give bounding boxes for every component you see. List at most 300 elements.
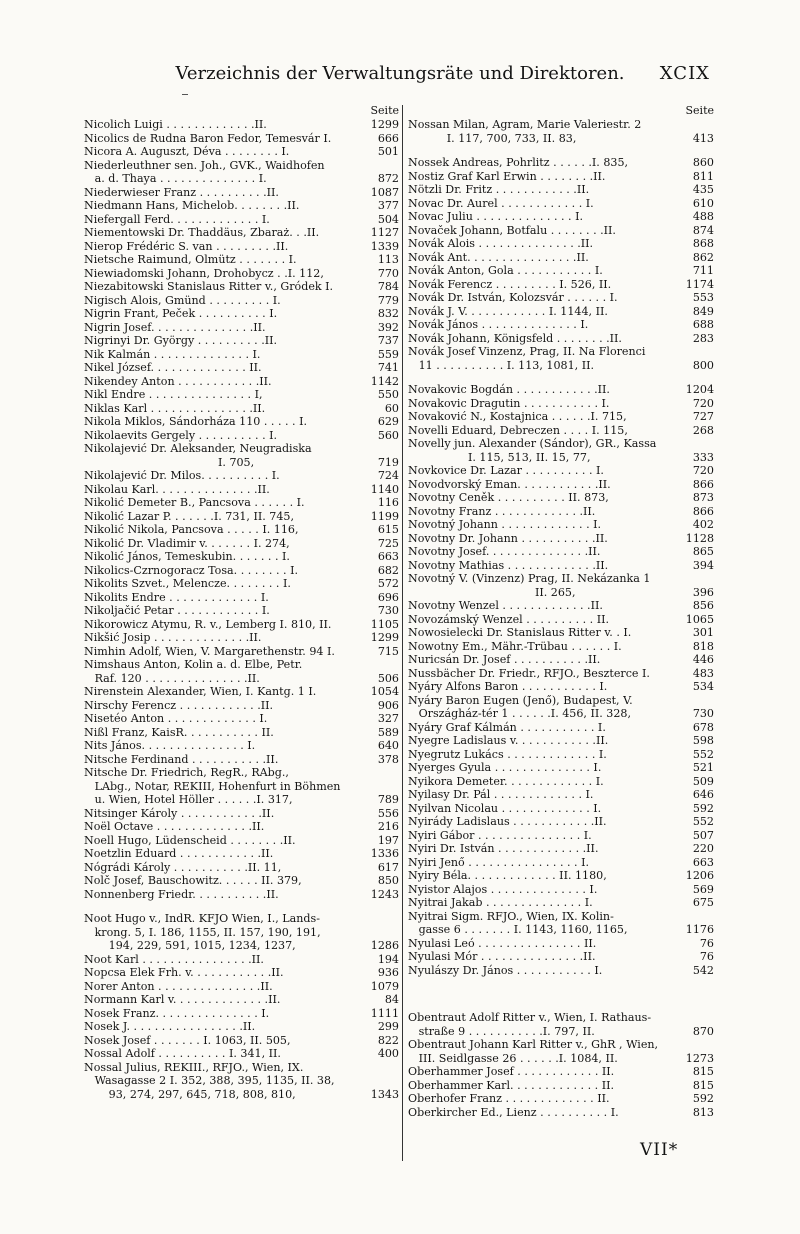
index-entry xyxy=(84,672,399,686)
entry-text: Nosek J. . . . . . . . . . . . . . . . .II. xyxy=(84,1020,256,1033)
index-entry xyxy=(84,334,399,348)
entry-text: Noot Hugo v., IndR. KFJO Wien, I., Lands- xyxy=(84,912,320,925)
entry-text: Nyilvan Nicolau . . . . . . . . . . . . . I. xyxy=(408,801,602,815)
index-entry xyxy=(408,559,714,573)
entry-text: Nits János. . . . . . . . . . . . . . . I. xyxy=(84,739,256,752)
entry-text: Novák Dr. István, Kolozsvár . . . . . . I. xyxy=(408,291,618,304)
index-entry xyxy=(84,888,399,902)
index-entry xyxy=(408,721,714,735)
entry-text: I. 117, 700, 733, II. 83, xyxy=(408,131,577,145)
entry-text: Novakovic Bogdán . . . . . . . . . . . .II. xyxy=(408,383,610,396)
entry-page-ref: 113 xyxy=(377,253,399,266)
entry-text: Nyiri Gábor . . . . . . . . . . . . . . . I. xyxy=(408,828,592,842)
entry-page-ref: 534 xyxy=(692,680,714,693)
entry-page-ref: 1336 xyxy=(370,847,399,860)
entry-text: Nikšić Josip . . . . . . . . . . . . . .II. xyxy=(84,631,262,644)
entry-page-ref: 396 xyxy=(692,585,714,599)
index-entry xyxy=(408,278,714,292)
index-entry xyxy=(408,437,714,451)
entry-page-ref: 822 xyxy=(377,1033,399,1047)
entry-page-ref: 394 xyxy=(692,558,714,572)
index-entry xyxy=(84,523,399,537)
entry-page-ref: 569 xyxy=(692,882,714,896)
index-entry xyxy=(84,321,399,335)
index-entry xyxy=(84,388,399,402)
entry-text: 93, 274, 297, 645, 718, 808, 810, xyxy=(84,1087,296,1101)
index-entry xyxy=(408,1038,714,1052)
entry-page-ref: 856 xyxy=(692,599,714,612)
entry-page-ref: 542 xyxy=(692,963,714,977)
entry-text: II. 265, xyxy=(408,585,576,599)
entry-text: Nyulászy Dr. János . . . . . . . . . . . I. xyxy=(408,963,603,977)
index-entry xyxy=(408,788,714,802)
entry-text: Nikola Miklos, Sándorháza 110 . . . . . I. xyxy=(84,415,308,428)
entry-text: Niklas Karl . . . . . . . . . . . . . . .II. xyxy=(84,401,266,415)
index-entry xyxy=(84,658,399,672)
index-entry xyxy=(84,564,399,578)
seite-label-right: Seite xyxy=(685,104,714,117)
index-entry xyxy=(84,834,399,848)
entry-text: Nikolić János, Temeskubin. . . . . . . I. xyxy=(84,550,290,563)
entry-page-ref xyxy=(363,780,399,794)
entry-text: Novozámský Wenzel . . . . . . . . . . II. xyxy=(408,612,610,626)
entry-page-ref: 868 xyxy=(692,237,714,250)
entry-page-ref: 400 xyxy=(377,1047,399,1060)
entry-text: Nikolić Demeter B., Pancsova . . . . . . I. xyxy=(84,496,305,509)
index-entry xyxy=(408,210,714,224)
entry-text: Nyulasi Leó . . . . . . . . . . . . . . . II. xyxy=(408,936,597,950)
entry-text: Novakovic Dragutin . . . . . . . . . . . I. xyxy=(408,396,610,410)
index-entry xyxy=(408,896,714,910)
index-entry xyxy=(408,359,714,373)
entry-page-ref: 678 xyxy=(692,720,714,734)
entry-text: Nyitrai Jakab . . . . . . . . . . . . . . I. xyxy=(408,896,593,909)
entry-text: Nikolits Szvet., Melencze. . . . . . . . I. xyxy=(84,577,291,590)
entry-list-left xyxy=(84,118,399,1101)
entry-text: Niedmann Hans, Michelob. . . . . . . .II. xyxy=(84,199,300,212)
entry-spacer xyxy=(84,901,399,912)
entry-page-ref: 1065 xyxy=(685,612,714,626)
entry-text: Nowosielecki Dr. Stanislaus Ritter v. . I. xyxy=(408,626,632,639)
index-entry xyxy=(408,626,714,640)
index-entry xyxy=(408,842,714,856)
entry-page-ref: 1286 xyxy=(370,939,399,952)
index-entry xyxy=(408,815,714,829)
entry-text: Nossal Julius, REKIII., RFJO., Wien, IX. xyxy=(84,1060,304,1074)
entry-page-ref xyxy=(363,159,399,173)
entry-text: Nik Kalmán . . . . . . . . . . . . . . I. xyxy=(84,347,261,361)
entry-spacer xyxy=(408,372,714,383)
index-entry xyxy=(84,226,399,240)
entry-text: Nyerges Gyula . . . . . . . . . . . . . . I. xyxy=(408,761,602,774)
entry-text: 11 . . . . . . . . . . I. 113, 1081, II. xyxy=(408,358,594,372)
entry-text: Nigrinyi Dr. György . . . . . . . . . .II. xyxy=(84,334,278,347)
entry-text: Novák Ant. . . . . . . . . . . . . . . .II. xyxy=(408,250,589,264)
index-entry xyxy=(408,410,714,424)
entry-page-ref: 770 xyxy=(377,266,399,280)
index-entry xyxy=(84,993,399,1007)
entry-text: Nirenstein Alexander, Wien, I. Kantg. 1 I. xyxy=(84,685,317,698)
index-entry xyxy=(408,613,714,627)
footer-signature: VII* xyxy=(640,1140,679,1160)
index-entry xyxy=(408,251,714,265)
index-entry xyxy=(408,291,714,305)
index-entry xyxy=(84,118,399,132)
entry-page-ref: 76 xyxy=(699,936,714,950)
index-entry xyxy=(408,491,714,505)
entry-text: Obentraut Adolf Ritter v., Wien, I. Rathaus- xyxy=(408,1011,652,1024)
entry-page-ref: 866 xyxy=(692,504,714,518)
entry-page-ref: 617 xyxy=(377,860,399,874)
entry-page-ref xyxy=(678,910,714,924)
entry-text: Nyegre Ladislaus v. . . . . . . . . . . .II. xyxy=(408,734,609,747)
entry-text: Noot Karl . . . . . . . . . . . . . . . .II. xyxy=(84,952,264,966)
entry-page-ref: 850 xyxy=(377,874,399,887)
index-entry xyxy=(84,132,399,146)
entry-page-ref: 615 xyxy=(377,523,399,536)
entry-text: Nikel József. . . . . . . . . . . . . . II. xyxy=(84,361,262,374)
index-entry xyxy=(84,980,399,994)
entry-page-ref: 413 xyxy=(692,131,714,145)
entry-page-ref: 268 xyxy=(692,423,714,437)
entry-page-ref: 283 xyxy=(692,331,714,345)
index-entry xyxy=(408,937,714,951)
entry-page-ref: 666 xyxy=(377,131,399,145)
entry-text: Nosek Franz. . . . . . . . . . . . . . . I. xyxy=(84,1006,270,1020)
entry-text: Novotný V. (Vinzenz) Prag, II. Nekázanka 1 xyxy=(408,572,651,585)
entry-text: Nyikora Demeter. . . . . . . . . . . . . I. xyxy=(408,774,604,788)
index-entry xyxy=(84,874,399,888)
entry-page-ref: 598 xyxy=(692,734,714,747)
entry-page-ref: 873 xyxy=(692,491,714,504)
entry-page-ref: 392 xyxy=(377,320,399,334)
index-entry xyxy=(84,510,399,524)
index-entry xyxy=(84,820,399,834)
entry-text: a. d. Thaya . . . . . . . . . . . . . . I. xyxy=(84,172,267,185)
index-entry xyxy=(408,183,714,197)
index-entry xyxy=(408,856,714,870)
index-entry xyxy=(84,145,399,159)
entry-page-ref: 849 xyxy=(692,304,714,318)
entry-text: Niementowski Dr. Thaddäus, Zbaraż. . .II. xyxy=(84,226,320,239)
entry-page-ref: 76 xyxy=(699,950,714,963)
column-divider xyxy=(402,105,403,1161)
index-entry xyxy=(84,807,399,821)
entry-page-ref: 1199 xyxy=(370,509,399,523)
entry-text: Novotny Franz . . . . . . . . . . . . .II. xyxy=(408,504,596,518)
entry-text: Nitsinger Károly . . . . . . . . . . . .II. xyxy=(84,806,275,820)
entry-page-ref: 592 xyxy=(692,1092,714,1105)
index-entry xyxy=(84,577,399,591)
entry-page-ref: 629 xyxy=(377,415,399,428)
entry-text: gasse 6 . . . . . . . I. 1143, 1160, 1165, xyxy=(408,923,628,936)
entry-text: 194, 229, 591, 1015, 1234, 1237, xyxy=(84,939,296,952)
entry-text: Nigrin Josef. . . . . . . . . . . . . . .II. xyxy=(84,320,266,334)
entry-page-ref xyxy=(363,658,399,672)
entry-page-ref: 504 xyxy=(377,212,399,226)
index-entry xyxy=(84,415,399,429)
entry-page-ref: 488 xyxy=(692,210,714,223)
index-entry xyxy=(408,1025,714,1039)
entry-page-ref: 1128 xyxy=(685,531,714,545)
entry-page-ref: 1299 xyxy=(370,118,399,131)
entry-page-ref xyxy=(678,1011,714,1025)
index-entry xyxy=(408,1065,714,1079)
entry-page-ref: 696 xyxy=(377,590,399,604)
index-entry xyxy=(84,429,399,443)
index-entry xyxy=(84,753,399,767)
entry-text: Nirschy Ferencz . . . . . . . . . . . .II. xyxy=(84,698,274,712)
entry-text: Niederwieser Franz . . . . . . . . . .II. xyxy=(84,185,279,199)
entry-text: Oberhammer Karl. . . . . . . . . . . . . II. xyxy=(408,1078,614,1092)
entry-text: Nyáry Baron Eugen (Jenő), Budapest, V. xyxy=(408,693,633,707)
entry-page-ref xyxy=(363,1074,399,1088)
page-number-roman: XCIX xyxy=(659,63,710,84)
entry-text: Nigisch Alois, Gmünd . . . . . . . . . I. xyxy=(84,293,281,307)
index-entry xyxy=(408,1092,714,1106)
entry-text: Novák Johann, Königsfeld . . . . . . . .II. xyxy=(408,331,622,345)
entry-text: Novkovice Dr. Lazar . . . . . . . . . . I. xyxy=(408,464,604,477)
entry-text: Nikendey Anton . . . . . . . . . . . .II. xyxy=(84,374,272,388)
index-entry xyxy=(84,280,399,294)
entry-text: Nyitrai Sigm. RFJO., Wien, IX. Kolin- xyxy=(408,909,614,923)
index-entry xyxy=(84,550,399,564)
index-entry xyxy=(84,1020,399,1034)
index-entry xyxy=(84,186,399,200)
entry-page-ref: 720 xyxy=(692,464,714,477)
entry-text: Novotny Dr. Johann . . . . . . . . . . .II. xyxy=(408,531,608,545)
entry-page-ref xyxy=(363,926,399,940)
entry-text: Nyegrutz Lukács . . . . . . . . . . . . . I. xyxy=(408,747,607,761)
index-entry xyxy=(84,294,399,308)
seite-label-left: Seite xyxy=(370,104,399,117)
index-entry xyxy=(84,240,399,254)
index-entry xyxy=(408,775,714,789)
entry-text: Nyilasy Dr. Pál . . . . . . . . . . . . . I. xyxy=(408,788,594,801)
entry-page-ref: 936 xyxy=(377,966,399,979)
entry-page-ref: 197 xyxy=(377,833,399,847)
entry-page-ref: 789 xyxy=(377,793,399,806)
index-entry xyxy=(408,118,714,132)
entry-text: Novac Juliu . . . . . . . . . . . . . . I. xyxy=(408,210,584,223)
index-entry xyxy=(408,532,714,546)
entry-text: Nikolaevits Gergely . . . . . . . . . . I. xyxy=(84,428,278,442)
entry-page-ref: 610 xyxy=(692,196,714,210)
entry-text: Novac Dr. Aurel . . . . . . . . . . . . I. xyxy=(408,196,594,210)
index-entry xyxy=(84,793,399,807)
ornament-mark xyxy=(182,94,188,95)
entry-page-ref: 800 xyxy=(692,358,714,372)
entry-page-ref: 815 xyxy=(692,1065,714,1078)
index-entry xyxy=(408,1079,714,1093)
index-entry xyxy=(408,132,714,146)
entry-page-ref: 327 xyxy=(377,712,399,725)
entry-text: Oberhofer Franz . . . . . . . . . . . . . II. xyxy=(408,1092,610,1105)
index-entry xyxy=(408,829,714,843)
entry-text: Nossal Adolf . . . . . . . . . . I. 341, II. xyxy=(84,1047,281,1060)
entry-text: Nicora A. Auguszt, Déva . . . . . . . . I. xyxy=(84,145,290,158)
entry-page-ref: 1087 xyxy=(370,185,399,199)
entry-page-ref: 688 xyxy=(692,318,714,331)
entry-text: Norer Anton . . . . . . . . . . . . . . .II. xyxy=(84,979,273,993)
entry-page-ref: 553 xyxy=(692,291,714,304)
index-entry xyxy=(84,739,399,753)
entry-text: Nicolich Luigi . . . . . . . . . . . . .II. xyxy=(84,118,267,131)
index-entry xyxy=(84,966,399,980)
index-entry xyxy=(408,545,714,559)
entry-text: straße 9 . . . . . . . . . . .I. 797, II. xyxy=(408,1024,595,1038)
entry-text: Nicolics de Rudna Baron Fedor, Temesvár I. xyxy=(84,131,332,145)
entry-page-ref: 589 xyxy=(377,725,399,739)
entry-page-ref: 860 xyxy=(692,156,714,169)
entry-page-ref xyxy=(363,766,399,780)
entry-text: Nikolić Lazar P. . . . . . .I. 731, II. 745, xyxy=(84,509,294,523)
entry-text: Novák Anton, Gola . . . . . . . . . . . I. xyxy=(408,264,603,277)
entry-text: Nyistor Alajos . . . . . . . . . . . . . . I. xyxy=(408,882,598,896)
entry-text: Nopcsa Elek Frh. v. . . . . . . . . . . .II. xyxy=(84,966,284,979)
entry-page-ref: 1140 xyxy=(370,482,399,496)
entry-text: Nikolić Dr. Vladimir v. . . . . . . I. 274, xyxy=(84,536,290,550)
index-entry xyxy=(84,159,399,173)
entry-page-ref: 483 xyxy=(692,666,714,680)
entry-text: Nussbächer Dr. Friedr., RFJO., Beszterce I. xyxy=(408,666,650,680)
index-entry xyxy=(84,361,399,375)
index-entry xyxy=(84,213,399,227)
index-entry xyxy=(84,699,399,713)
index-entry xyxy=(408,345,714,359)
index-entry xyxy=(84,1034,399,1048)
entry-text: Nikolits Endre . . . . . . . . . . . . . I. xyxy=(84,590,269,604)
entry-page-ref: 402 xyxy=(692,518,714,531)
entry-page-ref: 84 xyxy=(384,993,399,1006)
entry-text: Nikolajević Dr. Milos. . . . . . . . . . I. xyxy=(84,469,280,482)
entry-page-ref: 299 xyxy=(377,1020,399,1033)
entry-page-ref: 521 xyxy=(692,761,714,774)
index-entry xyxy=(408,237,714,251)
index-entry xyxy=(84,926,399,940)
index-entry xyxy=(408,518,714,532)
index-entry xyxy=(408,923,714,937)
entry-text: Novák Ferencz . . . . . . . . . I. 526, II. xyxy=(408,277,612,291)
entry-text: Nikoljačić Petar . . . . . . . . . . . . I. xyxy=(84,604,270,617)
entry-text: Nonnenberg Friedr. . . . . . . . . . .II. xyxy=(84,887,279,901)
entry-page-ref: 1243 xyxy=(370,887,399,901)
index-entry xyxy=(408,197,714,211)
entry-text: Nimshaus Anton, Kolin a. d. Elbe, Petr. xyxy=(84,658,303,671)
entry-page-ref: 592 xyxy=(692,801,714,815)
entry-text: Nyiri Jenő . . . . . . . . . . . . . . . . I. xyxy=(408,855,590,869)
entry-page-ref xyxy=(678,118,714,132)
entry-text: Novelly jun. Alexander (Sándor), GR., Kassa xyxy=(408,437,657,450)
entry-text: Nisetéo Anton . . . . . . . . . . . . . I. xyxy=(84,712,268,725)
entry-text: I. 705, xyxy=(84,455,255,469)
entry-page-ref: 646 xyxy=(692,788,714,801)
index-entry xyxy=(84,172,399,186)
entry-text: Noël Octave . . . . . . . . . . . . . .II. xyxy=(84,820,265,833)
entry-page-ref: 730 xyxy=(692,707,714,720)
index-entry xyxy=(408,950,714,964)
entry-list-right xyxy=(408,118,714,1119)
entry-text: krong. 5, I. 186, 1155, II. 157, 190, 191, xyxy=(84,925,321,939)
entry-page-ref: 1127 xyxy=(370,226,399,239)
entry-spacer xyxy=(408,145,714,156)
index-entry xyxy=(84,456,399,470)
index-entry xyxy=(84,1088,399,1102)
index-entry xyxy=(408,761,714,775)
index-entry xyxy=(408,572,714,586)
entry-text: I. 115, 513, II. 15, 77, xyxy=(408,450,591,464)
entry-text: Nitsche Ferdinand . . . . . . . . . . .II. xyxy=(84,752,279,766)
entry-page-ref: 435 xyxy=(692,183,714,196)
index-entry xyxy=(84,253,399,267)
index-entry xyxy=(84,375,399,389)
entry-text: Novaček Johann, Botfalu . . . . . . . .II. xyxy=(408,223,616,237)
entry-text: Novotny Ceněk . . . . . . . . . . II. 873, xyxy=(408,491,609,504)
index-entry xyxy=(84,1061,399,1075)
index-entry xyxy=(408,694,714,708)
index-entry xyxy=(408,156,714,170)
entry-page-ref: 1343 xyxy=(370,1087,399,1101)
entry-page-ref: 811 xyxy=(692,169,714,183)
entry-page-ref: 1111 xyxy=(370,1006,399,1020)
entry-page-ref: 818 xyxy=(692,639,714,653)
entry-text: Novák Josef Vinzenz, Prag, II. Na Florenci xyxy=(408,345,646,358)
entry-page-ref: 784 xyxy=(377,280,399,293)
index-entry xyxy=(84,348,399,362)
entry-page-ref: 1204 xyxy=(685,383,714,396)
entry-page-ref: 663 xyxy=(692,855,714,869)
entry-page-ref: 862 xyxy=(692,250,714,264)
entry-text: Oberhammer Josef . . . . . . . . . . . . II. xyxy=(408,1065,615,1078)
index-entry xyxy=(408,505,714,519)
entry-text: Novák János . . . . . . . . . . . . . . I. xyxy=(408,318,589,331)
index-entry xyxy=(84,1074,399,1088)
index-entry xyxy=(408,883,714,897)
index-entry xyxy=(408,640,714,654)
entry-page-ref: 1079 xyxy=(370,979,399,993)
index-entry xyxy=(408,264,714,278)
index-entry xyxy=(84,591,399,605)
entry-page-ref: 378 xyxy=(377,752,399,766)
index-entry xyxy=(408,224,714,238)
entry-text: Nikolajević Dr. Aleksander, Neugradiska xyxy=(84,442,312,455)
entry-text: Novotny Wenzel . . . . . . . . . . . . .II. xyxy=(408,599,603,612)
entry-text: Nuricsán Dr. Josef . . . . . . . . . . .II. xyxy=(408,653,601,666)
index-entry xyxy=(84,1047,399,1061)
index-entry xyxy=(84,847,399,861)
entry-page-ref: 1339 xyxy=(370,239,399,253)
entry-text: Országház-tér 1 . . . . . .I. 456, II. 328, xyxy=(408,707,631,720)
index-entry xyxy=(84,726,399,740)
entry-page-ref: 719 xyxy=(377,455,399,469)
index-entry xyxy=(84,483,399,497)
entry-text: Nosek Josef . . . . . . . I. 1063, II. 505, xyxy=(84,1033,291,1047)
entry-page-ref: 872 xyxy=(377,172,399,185)
index-entry xyxy=(84,712,399,726)
entry-page-ref: 552 xyxy=(692,747,714,761)
entry-text: Nigrin Frant, Peček . . . . . . . . . . I. xyxy=(84,307,278,320)
entry-text: Nißl Franz, KaisR. . . . . . . . . . . II. xyxy=(84,725,274,739)
index-entry xyxy=(408,869,714,883)
entry-text: Noetzlin Eduard . . . . . . . . . . . .II. xyxy=(84,847,274,860)
entry-text: Nyirády Ladislaus . . . . . . . . . . . .II. xyxy=(408,815,607,828)
index-entry xyxy=(84,496,399,510)
entry-page-ref: 301 xyxy=(692,626,714,639)
entry-page-ref: 682 xyxy=(377,563,399,577)
index-entry xyxy=(408,1011,714,1025)
entry-spacer xyxy=(408,977,714,1011)
entry-text: Noell Hugo, Lüdenscheid . . . . . . . .II. xyxy=(84,833,296,847)
